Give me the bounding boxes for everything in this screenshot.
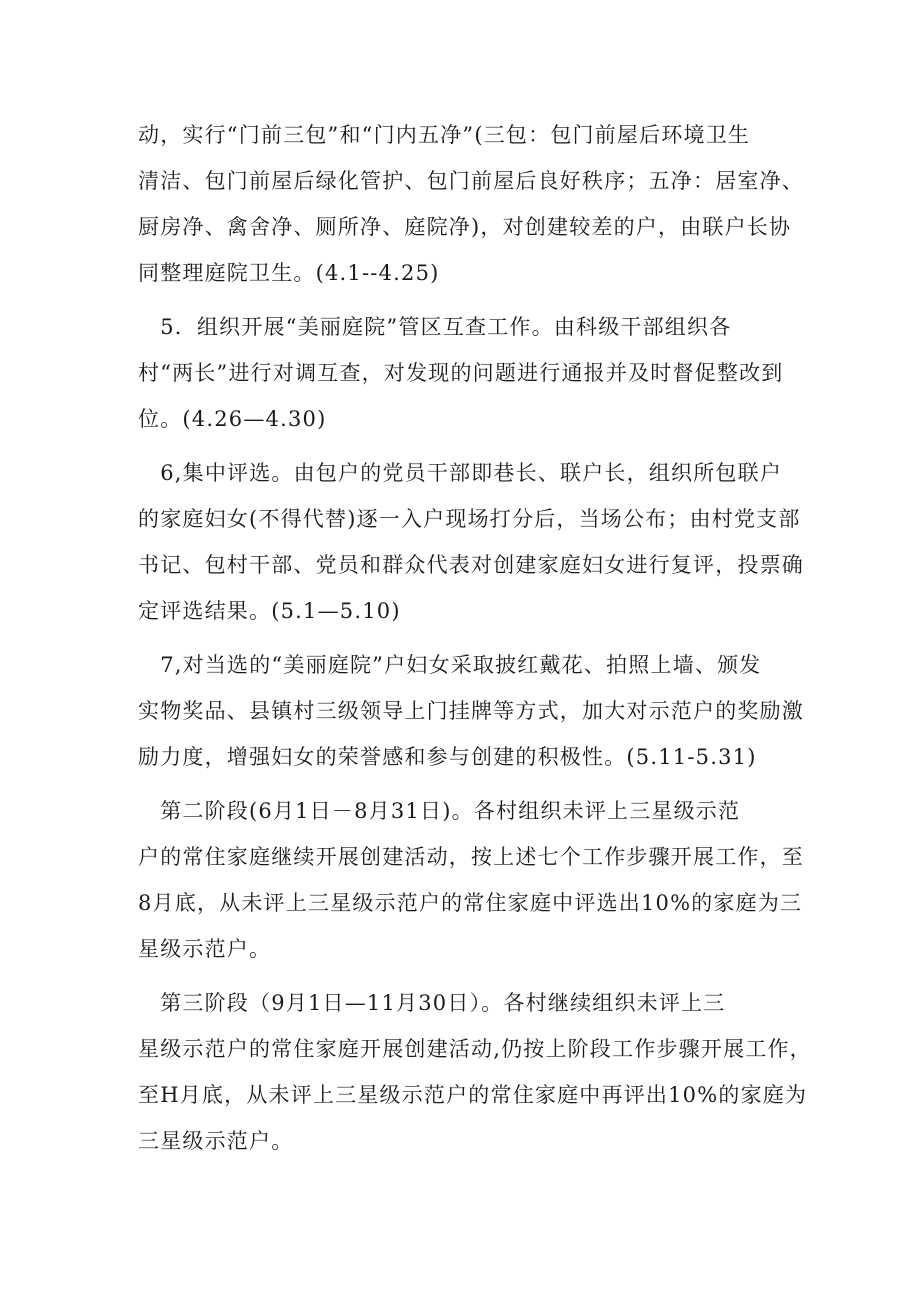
text-line: 励力度，增强妇女的荣誉感和参与创建的积极性。(5.11-5.31) [138,745,757,769]
paragraph-step7 [138,642,804,780]
text-line: 8月底，从未评上三星级示范户的常住家庭中评选出10%的家庭为三 [138,891,803,915]
text-line: 的家庭妇女(不得代替)逐一入户现场打分后，当场公布；由村党支部 [138,507,801,531]
text-line: 户的常住家庭继续开展创建活动，按上述七个工作步骤开展工作，至 [138,845,804,869]
text-line: 第三阶段（9月1日—11月30日）。各村继续组织未评上三 [138,991,726,1015]
text-line: 6,集中评选。由包户的党员干部即巷长、联户长，组织所包联户 [138,461,783,485]
paragraph-step5 [138,304,788,442]
text-line: 三星级示范户。 [138,1129,294,1153]
text-line: 第二阶段(6月1日－8月31日)。各村组织未评上三星级示范 [138,799,741,823]
paragraph-step4-continued [138,112,804,296]
text-line: 位。(4.26—4.30) [138,407,327,431]
text-line: 清洁、包门前屋后绿化管护、包门前屋后良好秩序；五净：居室净、 [138,169,804,193]
text-line: 5．组织开展“美丽庭院”管区互查工作。由科级干部组织各 [138,315,732,339]
text-line: 至H月底，从未评上三星级示范户的常住家庭中再评出10%的家庭为 [138,1083,808,1107]
paragraph-stage3 [138,980,812,1164]
document-body [138,112,812,1164]
text-line: 实物奖品、县镇村三级领导上门挂牌等方式，加大对示范户的奖励激 [138,699,804,723]
paragraph-stage2 [138,788,804,972]
paragraph-step6 [138,450,804,634]
text-line: 7,对当选的“美丽庭院”户妇女采取披红戴花、拍照上墙、颁发 [138,653,762,677]
text-line: 同整理庭院卫生。(4.1--4.25) [138,261,440,285]
text-line: 书记、包村干部、党员和群众代表对创建家庭妇女进行复评，投票确 [138,553,804,577]
text-line: 村“两长”进行对调互查，对发现的问题进行通报并及时督促整改到 [138,361,784,385]
text-line: 定评选结果。(5.1—5.10) [138,599,401,623]
text-line: 动，实行“门前三包”和“门内五净”(三包：包门前屋后环境卫生 [138,123,751,147]
text-line: 星级示范户的常住家庭开展创建活动,仍按上阶段工作步骤开展工作， [138,1037,812,1061]
text-line: 厨房净、禽舍净、厕所净、庭院净)，对创建较差的户，由联户长协 [138,215,792,239]
text-line: 星级示范户。 [138,937,272,961]
